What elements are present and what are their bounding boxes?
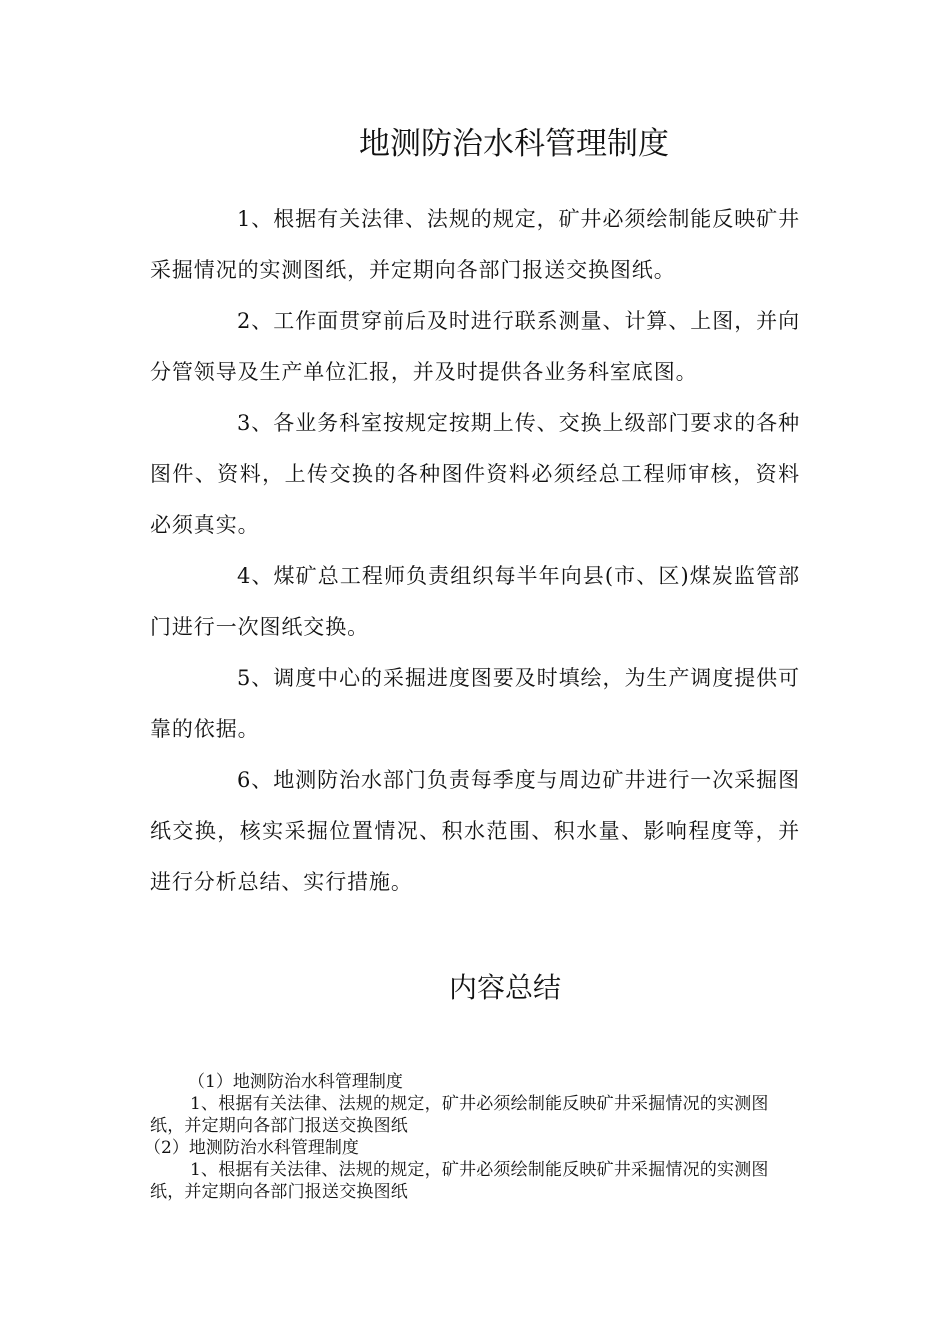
- summary-item-2-text: 1、根据有关法律、法规的规定，矿井必须绘制能反映矿井采掘情况的实测图纸，并定期向各部门报送交换图纸: [150, 1160, 769, 1202]
- paragraph-6: 6、地测防治水部门负责每季度与周边矿井进行一次采掘图纸交换，核实采掘位置情况、积水范围、积水量、影响程度等，并进行分析总结、实行措施。: [150, 768, 800, 894]
- summary-item-2-heading: （2）地测防治水科管理制度: [144, 1138, 359, 1158]
- summary-title: 内容总结: [448, 971, 561, 1004]
- summary-section: [144, 1071, 792, 1203]
- paragraph-3: 3、各业务科室按规定按期上传、交换上级部门要求的各种图件、资料，上传交换的各种图件资料必须经总工程师审核，资料必须真实。: [150, 411, 800, 537]
- paragraph-4: 4、煤矿总工程师负责组织每半年向县(市、区)煤炭监管部门进行一次图纸交换。: [150, 564, 800, 639]
- paragraph-1: 1、根据有关法律、法规的规定，矿井必须绘制能反映矿井采掘情况的实测图纸，并定期向各部门报送交换图纸。: [150, 207, 800, 282]
- summary-item-1-heading: （1）地测防治水科管理制度: [188, 1072, 403, 1092]
- paragraph-2: 2、工作面贯穿前后及时进行联系测量、计算、上图，并向分管领导及生产单位汇报，并及时提供各业务科室底图。: [150, 309, 800, 384]
- document-title: 地测防治水科管理制度: [359, 126, 669, 162]
- paragraph-5: 5、调度中心的采掘进度图要及时填绘，为生产调度提供可靠的依据。: [150, 666, 800, 741]
- document-body: [150, 194, 800, 908]
- summary-item-1-text: 1、根据有关法律、法规的规定，矿井必须绘制能反映矿井采掘情况的实测图纸，并定期向各部门报送交换图纸: [150, 1094, 769, 1136]
